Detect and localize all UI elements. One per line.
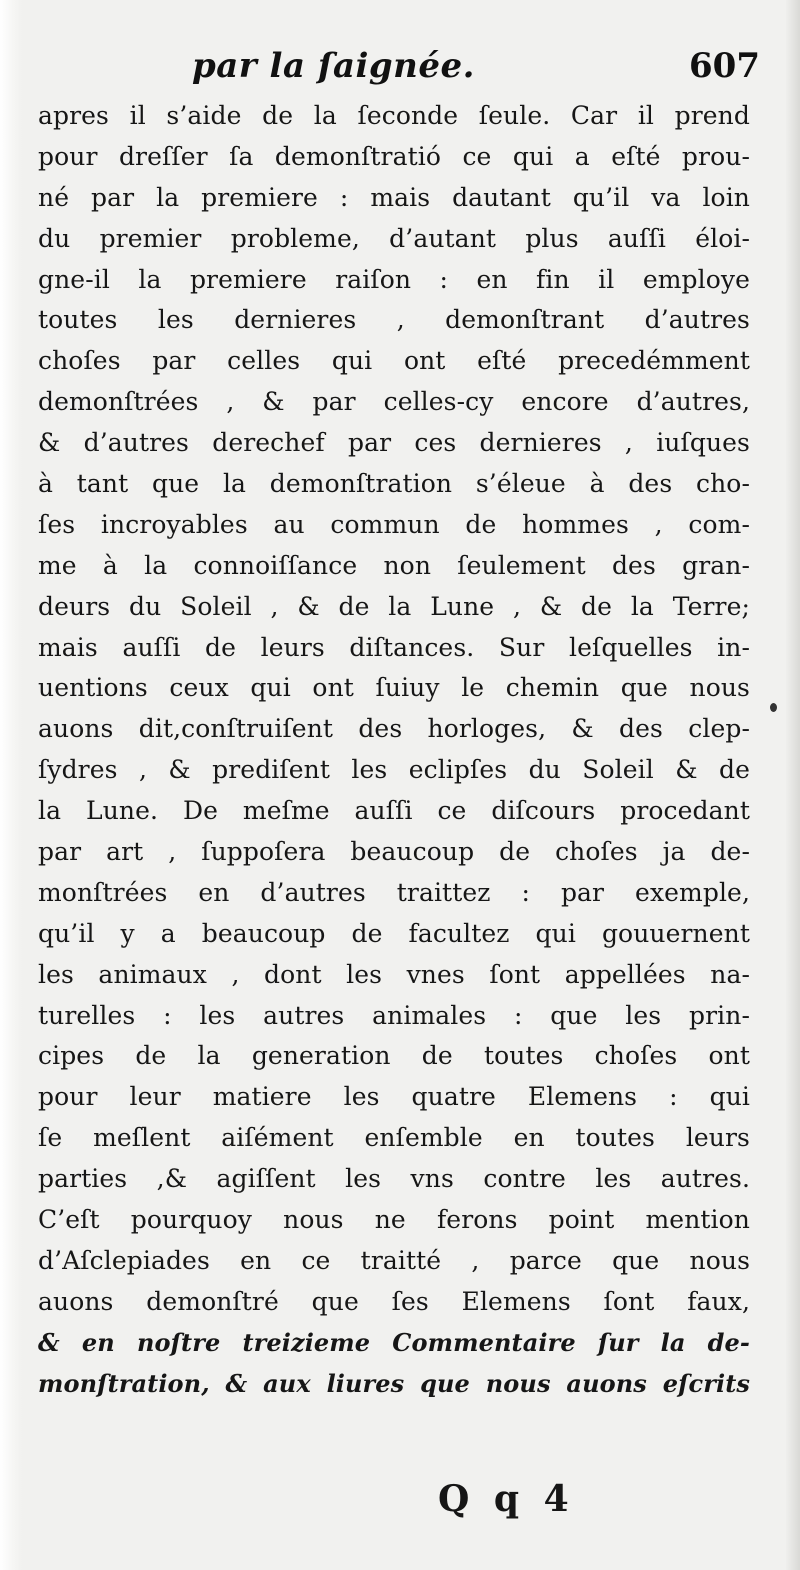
running-title: par la ſaignée. <box>192 46 476 86</box>
text-line: toutes les dernieres , demonſtrant d’autres <box>38 305 750 335</box>
text-line: monſtrées en d’autres traittez : par exemple, <box>38 877 750 907</box>
text-line: demonſtrées , & par celles-cy encore d’autres, <box>38 387 750 417</box>
text-line: parties ,& agiſſent les vns contre les autres. <box>38 1164 750 1194</box>
text-line: auons dit,conſtruiſent des horloges, & des clep- <box>38 714 750 744</box>
page-number: 607 <box>689 46 760 86</box>
text-line: du premier probleme, d’autant plus auſſi éloi- <box>38 223 750 253</box>
text-line: pour dreſſer ſa demonſtratió ce qui a eſté prou- <box>38 141 750 171</box>
text-line: d’Aſclepiades en ce traitté , parce que nous <box>38 1245 750 1275</box>
text-line: par art , ſuppoſera beaucoup de choſes ja de- <box>38 837 750 867</box>
text-line: qu’il y a beaucoup de facultez qui gouuernent <box>38 918 750 948</box>
text-line: né par la premiere : mais dautant qu’il va loin <box>38 182 750 212</box>
text-line: turelles : les autres animales : que les prin- <box>38 1000 750 1030</box>
text-line: auons demonſtré que ſes Elemens ſont faux, <box>38 1286 750 1316</box>
margin-ink-spot <box>770 703 777 712</box>
text-line: cipes de la generation de toutes choſes ont <box>38 1041 750 1071</box>
text-line: mais auſſi de leurs diſtances. Sur leſquelles in- <box>38 632 750 662</box>
text-line: me à la connoiſſance non ſeulement des gran- <box>38 550 750 580</box>
signature-mark: Q q 4 <box>438 1478 575 1520</box>
text-line: uentions ceux qui ont ſuiuy le chemin que nous <box>38 673 750 703</box>
page-header <box>40 40 760 90</box>
text-line: C’eſt pourquoy nous ne ferons point mention <box>38 1205 750 1235</box>
text-line: gne-il la premiere raiſon : en fin il employe <box>38 264 750 294</box>
body-text <box>38 96 750 1405</box>
text-line: à tant que la demonſtration s’éleue à des cho- <box>38 469 750 499</box>
text-line: les animaux , dont les vnes ſont appellées na- <box>38 959 750 989</box>
italic-text-line: & en noſtre treizieme Commentaire ſur la de- <box>38 1327 750 1357</box>
text-line: apres il s’aide de la ſeconde ſeule. Car il prend <box>38 101 750 130</box>
text-line: la Lune. De meſme auſſi ce diſcours procedant <box>38 796 750 826</box>
text-line: choſes par celles qui ont eſté precedémment <box>38 346 750 376</box>
text-line: & d’autres derechef par ces dernieres , iuſques <box>38 428 750 458</box>
italic-text-line: monſtration, & aux liures que nous auons eſcrits <box>38 1368 750 1398</box>
text-line: deurs du Soleil , & de la Lune , & de la Terre; <box>38 591 750 621</box>
text-line: pour leur matiere les quatre Elemens : qui <box>38 1082 750 1112</box>
text-line: ſe meſlent aiſément enſemble en toutes leurs <box>38 1123 750 1153</box>
text-line: ſydres , & prediſent les eclipſes du Soleil & de <box>38 755 750 785</box>
text-line: ſes incroyables au commun de hommes , com- <box>38 509 750 539</box>
